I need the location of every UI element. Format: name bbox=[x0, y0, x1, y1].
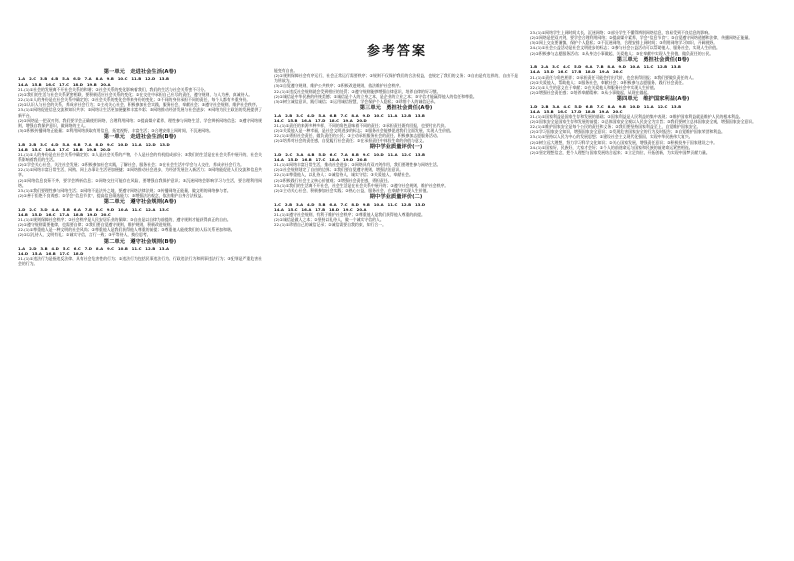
answer-section bbox=[530, 57, 776, 95]
answer-text-line: (2)①国家安全是国家生存和发展的前提；②总体国家安全观以人民安全为宗旨；③我们要树立总体国家安全观，增强国家安全意识。 bbox=[530, 119, 757, 124]
answer-choices-line: 1.B 2.B 3.C 4.D 5.A 6.B 7.A 8.D 9.C 10.D 11.A 12.D 13.D bbox=[18, 141, 170, 147]
answer-text-line: 21.(1)①规则保障社会秩序；②社会秩序是人民安居乐业的保障；③自由是以自律为前提的，遵守规则才能获得真正的自由。 bbox=[18, 216, 231, 222]
answer-text-line: (2)①网络信息良莠不齐，要学会辨析信息；②网络交往可能存在风险，要增强自我保护意识；③沉迷网络会影响学习与生活，要合理利用网络。 bbox=[18, 177, 262, 188]
answer-choices-line: 1.B 2.A 3.C 4.C 5.D 6.A 7.B 8.A 9.D 10.A 11.C 12.B 13.B bbox=[530, 64, 681, 70]
answer-text-line: 21.(1)①责任与角色相伴；②承担责任可能会付出代价，也会获得回报；③我们要做负责任的人。 bbox=[530, 74, 697, 80]
answer-text-line: (2)①网络是一把双刃剑，我们要学会正确使用网络，合理利用网络；②提高媒介素养，理性参与网络生活，学会辨析网络信息；③遵守网络规则，增强自我保护意识，做网络的主人。 bbox=[18, 117, 262, 128]
answer-section bbox=[18, 239, 262, 267]
answer-choices-line: 14.B 15.D 16.C 17.A 18.B 19.D 20.C bbox=[18, 211, 111, 217]
answer-text-line: 21.(1)①国家利益是国家生存和发展的基础；②国家利益是人民利益的集中表现；③维护国家利益就是维护人民的根本利益。 bbox=[530, 113, 743, 119]
answer-section bbox=[18, 134, 262, 198]
answer-text-line: (2)①树立远大理想，努力学习科学文化知识；②关心国家发展，增强责任意识；③积极投身于国家建设之中。 bbox=[530, 139, 718, 145]
answer-choices-line: 14.A 15.B 16.C 17.C 18.D 19.B 20.A bbox=[18, 81, 111, 87]
answer-text-line: (2)①关爱他人，帮助他人；②服务社会，奉献社会；③积极参与志愿服务，践行社会责任。 bbox=[530, 79, 687, 85]
answer-text-line: (2)①遵守规则需要他律，也需要自律；②我们要自觉遵守规则，维护规则，积极改进规则。 bbox=[18, 222, 175, 228]
answer-text-line: 23.(1)①网络促进信息交流和知识共享；②网络让生活更加便捷和丰富多彩；③网络推动经济发展与社会进步；④网络为民主政治的发展提供了新平台。 bbox=[18, 107, 262, 118]
answer-text-line: 22.(1)①人的身份是在社会关系中确定的；②社会关系的变化会带来身份的变化；③不同的身份承担不同的责任，每个人都有多重身份。 bbox=[18, 97, 251, 103]
answer-choices-line: 14.C 15.B 16.A 17.D 18.C 19.A 20.D bbox=[274, 117, 367, 123]
answer-section bbox=[530, 96, 776, 155]
answer-text-line: (2)①学会关心社会，关注社会发展；②积极参加社会实践，了解社会，服务社会；③在社会生活中学会与人交往，养成亲社会行为。 bbox=[18, 162, 245, 168]
answer-text-line: (3)①树立诚信意识，践行诚信；②运用诚信智慧，学会保护个人隐私；③珍惜个人的诚信记录。 bbox=[274, 98, 438, 104]
answer-text-line: (2)①规则保障社会有序运行，社会正常运行需要秩序；②规则不仅保护我们的合法权益，也规定了我们的义务；③自由是有边界的，自由不是为所欲为。 bbox=[274, 73, 518, 84]
answer-text-line: (2)①主动关心社会，积极参加社会实践；②热心公益，服务社会，在奉献中实现人生价值。 bbox=[274, 187, 431, 193]
section-heading: 期中学业质量评价(一) bbox=[369, 144, 423, 151]
answer-section bbox=[274, 144, 518, 193]
answer-choices-line: 14.A 15.D 16.C 17.B 18.D 19.A 20.C bbox=[530, 69, 623, 75]
answer-text-line: (2)①坚定理想信念，把个人理想与国家发展结合起来；②立足岗位，开拓创新，为实现中国梦贡献力量。 bbox=[530, 149, 710, 155]
answer-text-line: (2)①诚信是中华民族的传统美德；②诚信是个人的立身之本，是企业的立业之本；③守信才能赢得他人的信任和尊重。 bbox=[274, 93, 477, 99]
answer-text-line: (2)①认识人与社会的关系，养成亲社会行为；②主动关心社会，积极参加社会实践，服务社会，奉献社会；③遵守社会规则，维护社会秩序。 bbox=[18, 102, 260, 108]
answer-text-line: 23.(1)①我们要理性参与网络生活；②网络不是法外之地，要遵守网络法律法规；③传播网络正能量，做文明的网络参与者。 bbox=[18, 187, 231, 193]
section-heading: 第四单元 维护国家利益(A卷) bbox=[616, 96, 690, 103]
section-heading: 第三单元 勇担社会责任(B卷) bbox=[616, 56, 690, 63]
answer-text-line: 22.(1)①珍惜自己的诚信记录；②诚信需要自我约束，知行合一。 bbox=[274, 222, 387, 228]
column-1 bbox=[18, 68, 262, 555]
section-heading: 期中学业质量评价(二) bbox=[369, 194, 423, 201]
answer-text-line: 22.(1)①维护国家安全是每个公民的责任和义务；②我们要坚持国家利益至上，自觉维护国家安全。 bbox=[530, 124, 701, 130]
answer-choices-line: 1.D 2.C 3.D 4.A 5.B 6.A 7.B 8.C 9.D 10.A 11.C 12.A 13.C bbox=[18, 206, 170, 212]
answer-text-line: 21.(1)①人的身份是在社会关系中确定的；②人是社会关系的产物，个人是社会的有机组成部分；③我们的生活是在社会关系中展开的，社会关系影响着我们的生活。 bbox=[18, 151, 262, 162]
answer-choices-line: 1.D 2.B 3.A 4.C 5.D 6.B 7.C 8.A 9.B 10.D 11.A 12.C 13.B bbox=[530, 103, 682, 109]
answer-section bbox=[18, 69, 262, 133]
answer-text-line: 23.(1)①网络学生上网时间太长，沉迷网络；②部分学生不懂得辨别网络信息，容易受到不良信息的影响。 bbox=[530, 30, 713, 35]
answer-text-line: (2)①学习国家安全知识，增强国家安全意识；②发现危害国家安全的行为及时报告；③自觉维护国家荣誉和利益。 bbox=[530, 129, 725, 135]
answer-text-line: (2)①社会规则划定了自由的边界；②我们要自觉遵守规则，增强法治意识。 bbox=[274, 167, 404, 173]
answer-text-line: (2)①积极践行社会主义核心价值观；②增强社会责任感，勇担责任。 bbox=[274, 177, 392, 183]
answer-text-line: (2)①善于拒绝不良诱惑；②学会“信息节食”，提高信息筛选能力；③增强法治观念，依法维护自身合法权益。 bbox=[18, 193, 206, 199]
answer-text-line: 24.(1)①国家好，民族好，大家才会好；②个人的前途命运与国家和民族的前途命运紧密相连。 bbox=[530, 144, 693, 150]
answer-text-line: 21.(1)①遵守社会规则，有利于维护社会秩序；②尊重他人是我们获得他人尊重的前提。 bbox=[274, 211, 425, 217]
answer-section bbox=[18, 199, 262, 237]
answer-text-line: (3)①网上交友要谨慎，保护个人隐私；②不沉迷网络，合理安排上网时间；③利用网络学习知识，开阔视野。 bbox=[530, 40, 718, 46]
answer-text-line: 21.(1)①网络丰富日常生活，推动社会进步；②网络具有双刃剑作用，我们要理性参与网络生活。 bbox=[274, 162, 441, 168]
answer-text-line: 22.(1)①网络丰富日常生活，网购、网上办事让生活更加便捷；②网络推动社会进步，为经济发展注入新活力；③网络能促进人们交流和信息共享。 bbox=[18, 167, 262, 178]
answer-text-line: 能变有自由。 bbox=[274, 68, 298, 73]
answer-text-line: (2)①网络是把双刃剑，要学会合理利用网络；②提高媒介素养，学会“信息节食”；③自觉遵守网络道德和法律，传播网络正能量。 bbox=[530, 35, 753, 41]
answer-text-line: 22.(1)①人生的意义在于奉献；②在关爱他人和服务社会中实现人生价值。 bbox=[530, 84, 658, 90]
answer-text-line: (2)①我们的生活与社会关系紧密相联，要积极适应社会关系的变化；②在交往中承担自己应尽的责任，遵守规则，与人为善，真诚待人。 bbox=[18, 91, 253, 97]
answer-choices-line: 1.C 2.B 3.A 4.D 5.B 6.A 7.C 8.D 9.B 10.A 11.C 12.B 13.D bbox=[274, 201, 426, 207]
answer-text-line: 21.(1)①责任的来源多种多样，不同的角色意味着不同的责任；②承担责任既有回报，也要付出代价。 bbox=[274, 122, 449, 128]
answer-choices-line: 14.D 15.A 16.B 17.C 18.D bbox=[18, 251, 84, 257]
answer-section bbox=[530, 30, 776, 56]
answer-choices-line: 1.A 2.B 3.C 4.D 5.A 6.B 7.C 8.A 9.D 10.C 11.A 12.B 13.B bbox=[274, 112, 425, 118]
answer-section bbox=[274, 105, 518, 143]
answer-text-line: 24.(1)①社会公益活动是社会文明进步的标志；②参与社会公益活动可以帮助他人、服务社会，实现人生价值。 bbox=[530, 45, 720, 51]
answer-text-line: 22.(1)①尊重他人，以礼待人；②诚信待人，诚实守信；③关爱他人，奉献社会。 bbox=[274, 172, 413, 178]
answer-choices-line: 1.A 2.D 3.B 4.D 5.C 6.C 7.D 8.A 9.C 10.B 11.C 12.B 13.A bbox=[18, 246, 169, 251]
answer-text-line: 23.(1)①我们的生活离不开社会，社会生活是在社会关系中展开的；②遵守社会规则，维护社会秩序。 bbox=[274, 182, 449, 188]
answer-text-line: (3)①自觉遵守规则，维护公共秩序；②积极改进规则，依法维护社会秩序。 bbox=[274, 83, 404, 89]
answer-text-line: 22.(1)①违反社会规则就会受到相应的处罚；②遵守规则能够增强自律意识，培养自律的好习惯。 bbox=[274, 88, 441, 94]
section-heading: 第一单元 走进社会生活(B卷) bbox=[103, 134, 177, 141]
section-heading: 第二单元 遵守社会规则(B卷) bbox=[103, 238, 177, 245]
answer-text-line: 22.(1)①勇担社会责任，做负责任的公民；②主动承担服务社会的责任，积极参加志愿服务活动。 bbox=[274, 133, 441, 139]
answer-text-line: (2)①诚信是做人之本；②坚持以礼待人，做一个诚实守信的人。 bbox=[274, 216, 384, 222]
column-2 bbox=[274, 68, 518, 555]
answer-text-line: (2)①培养对社会的责任感，自觉履行社会责任；②在承担责任中体验生命的价值与意义。 bbox=[274, 138, 427, 144]
answer-section bbox=[274, 68, 518, 104]
answer-choices-line: 14.A 15.C 16.A 17.B 18.D 19.C 20.A bbox=[274, 206, 367, 212]
answer-text-line: 21.(1)①违法行为是指违反法律、具有社会危害性的行为；②违法行为包括民事违法行为、行政违法行为和刑事违法行为；③犯罪是严重危害社会的行为。 bbox=[18, 256, 262, 267]
answer-text-line: (2)①以礼待人，文明有礼；②诚实守信，言行一致；③平等待人，换位思考。 bbox=[18, 232, 151, 238]
answer-text-line: (2)①积极参与志愿服务活动；②从身边小事做起，关爱他人；③在奉献中实现人生价值，做负责任的公民。 bbox=[530, 50, 714, 56]
page-title: 参考答案 bbox=[366, 44, 427, 59]
answer-choices-line: 14.A 15.D 16.B 17.C 18.A 19.D 20.B bbox=[274, 157, 367, 162]
answer-text-line: (2)①增强社会责任感；②培养奉献精神；③从小事做起，从现在做起。 bbox=[530, 89, 652, 95]
column-3 bbox=[530, 30, 776, 555]
section-heading: 第三单元 勇担社会责任(A卷) bbox=[359, 105, 433, 112]
answer-text-line: 22.(1)①尊重他人是一种文明的社会风尚；②尊重他人是我们获得他人尊重的前提；③尊重他人能使我们的人际关系更加和谐。 bbox=[18, 227, 235, 233]
section-heading: 第二单元 遵守社会规则(A卷) bbox=[103, 199, 177, 206]
answer-choices-line: 14.A 15.B 16.C 17.D 18.B 19.A 20.C bbox=[530, 108, 623, 114]
answer-choices-line: 1.D 2.C 3.A 4.B 5.D 6.C 7.A 8.B 9.C 10.D 11.A 12.C 13.B bbox=[274, 151, 425, 157]
answer-text-line: (3)①积极传播网络正能量；②利用网络获取有用信息，拓宽视野，丰富生活；③合理安排上网时间，不沉迷网络。 bbox=[18, 127, 213, 133]
answer-choices-line: 1.A 2.C 3.B 4.B 5.A 6.D 7.A 8.A 9.B 10.C 11.B 12.D 13.B bbox=[18, 76, 169, 82]
answer-section bbox=[274, 194, 518, 227]
answer-text-line: (2)①关爱他人是一种幸福，是社会文明进步的标志；②服务社会能够促进我们全面发展，实现人生价值。 bbox=[274, 127, 454, 133]
answer-text-line: 21.(1)①社会的发展离不开社会关系的和谐；②社会关系的变化影响着我们，我们的生活与社会关系密不可分。 bbox=[18, 86, 208, 92]
answer-choices-line: 14.B 15.C 16.A 17.C 18.B 19.B 20.D bbox=[18, 146, 111, 152]
section-heading: 第一单元 走进社会生活(A卷) bbox=[103, 69, 177, 75]
answer-text-line: 23.(1)①坚持以人民为中心的发展思想；②建设社会主义现代化强国，实现中华民族伟大复兴。 bbox=[530, 134, 693, 140]
